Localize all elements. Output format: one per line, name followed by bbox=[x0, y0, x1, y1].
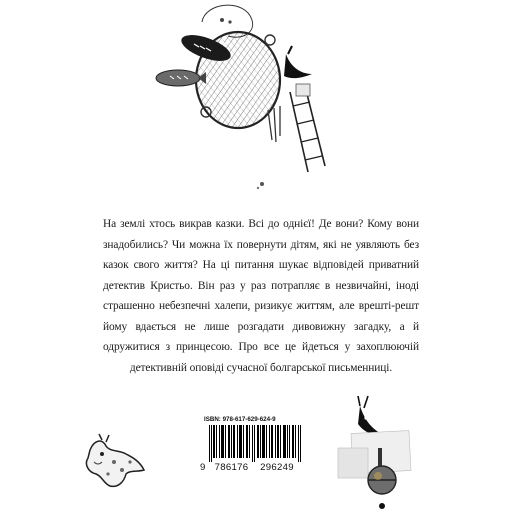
isbn-digit-group-1: 786176 bbox=[214, 462, 249, 473]
barcode bbox=[200, 425, 312, 462]
isbn-digit-group-2: 296249 bbox=[260, 462, 294, 473]
ceramic-toy-figure-illustration bbox=[80, 432, 152, 492]
bird-and-ball-illustration bbox=[330, 388, 430, 512]
isbn-digits bbox=[200, 462, 312, 473]
back-cover-blurb: На землі хтось викрав казки. Всі до однієї! Де вони? Кому вони знадобились? Чи можна їх повернути дітям, які не уявляють без казок свого життя? На ці питання шукає відповідей приватний детектив Кристьо. Він раз у раз потрапляє в незвичайні, іноді страшенно небезпечні халепи, ризикує життям, але врешті-решт йому вдається не лише розгадати дивовижну загадку, а й одружитися з принцесою. Про все це йдеться у захоплюючій детективній оповіді сучасної болгарської письменниці. bbox=[103, 218, 419, 374]
magnifying-glass-and-ladder-illustration bbox=[150, 0, 335, 200]
isbn-barcode-block bbox=[200, 416, 312, 476]
isbn-digit-first: 9 bbox=[200, 462, 206, 473]
isbn-label: ISBN: 978-617-629-624-9 bbox=[204, 416, 276, 423]
